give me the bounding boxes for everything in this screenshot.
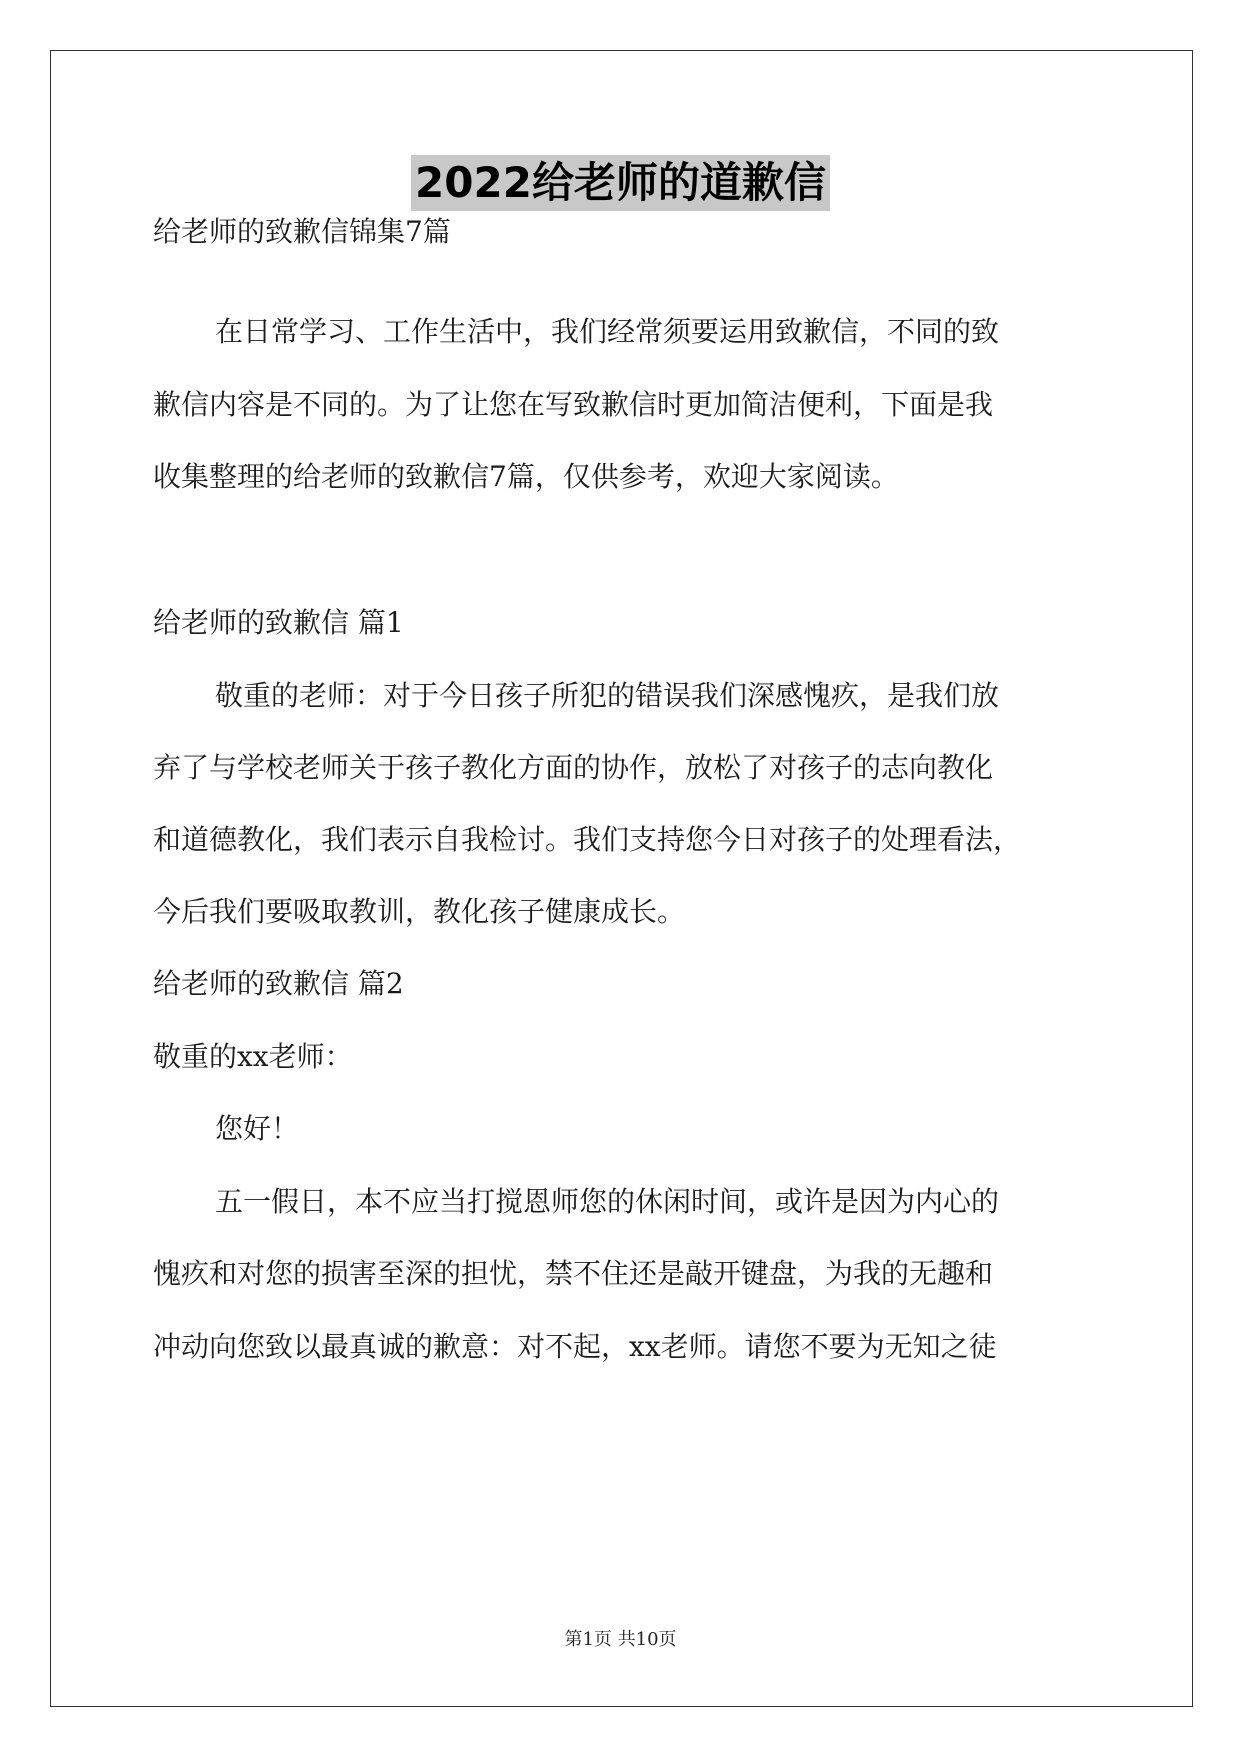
section-1-heading: 给老师的致歉信 篇1 <box>153 606 404 639</box>
intro-line-1: 在日常学习、工作生活中，我们经常须要运用致歉信，不同的致 <box>215 315 1000 348</box>
section-2-salutation: 敬重的xx老师： <box>153 1040 353 1073</box>
section-2-line-2: 愧疚和对您的损害至深的担忧，禁不住还是敲开键盘，为我的无趣和 <box>153 1257 994 1290</box>
document-title: 2022给老师的道歉信 <box>411 155 830 211</box>
page-border <box>50 50 1193 1707</box>
section-2-greeting: 您好！ <box>215 1112 300 1145</box>
title-container <box>0 155 1241 211</box>
intro-line-2: 歉信内容是不同的。为了让您在写致歉信时更加简洁便利，下面是我 <box>153 388 994 421</box>
section-2-line-3: 冲动向您致以最真诚的歉意：对不起，xx老师。请您不要为无知之徒 <box>153 1330 997 1363</box>
section-2-heading: 给老师的致歉信 篇2 <box>153 967 404 1000</box>
section-1-line-1: 敬重的老师：对于今日孩子所犯的错误我们深感愧疚，是我们放 <box>215 679 1000 712</box>
section-1-line-3: 和道德教化，我们表示自我检讨。我们支持您今日对孩子的处理看法， <box>153 823 1022 856</box>
page-footer: 第1页 共10页 <box>564 1629 677 1650</box>
section-2-line-1: 五一假日，本不应当打搅恩师您的休闲时间，或许是因为内心的 <box>215 1185 1000 1218</box>
intro-line-3: 收集整理的给老师的致歉信7篇，仅供参考，欢迎大家阅读。 <box>153 460 899 493</box>
section-1-line-4: 今后我们要吸取教训，教化孩子健康成长。 <box>153 895 686 928</box>
section-1-line-2: 弃了与学校老师关于孩子教化方面的协作，放松了对孩子的志向教化 <box>153 751 994 784</box>
document-subtitle: 给老师的致歉信锦集7篇 <box>153 215 451 248</box>
